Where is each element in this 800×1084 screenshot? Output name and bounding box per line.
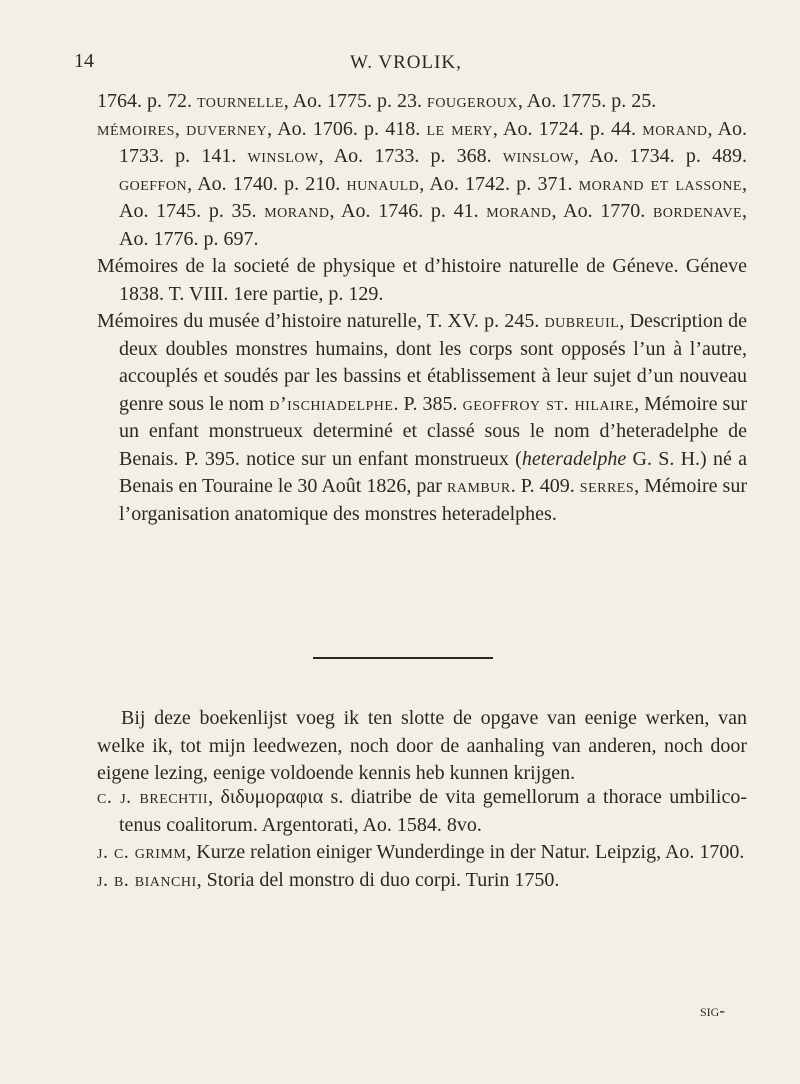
reference-entry [97, 784, 747, 839]
italic-term: heteradelphe [521, 447, 627, 470]
reference-text: 1764. p. 72. [97, 90, 197, 112]
page-number: 14 [74, 50, 94, 72]
reference-text: , Ao. 1742. p. 371. [419, 172, 579, 195]
reference-text: , Ao. 1745. p. 35. [119, 172, 747, 222]
reference-entry [97, 308, 747, 528]
reference-entry [97, 867, 747, 895]
author-name: tournelle [197, 90, 284, 112]
author-name: serres [579, 475, 635, 497]
author-name: fougeroux [427, 90, 518, 112]
reference-text: , Ao. 1740. p. 210. [187, 172, 347, 195]
catchword: sig- [700, 1001, 725, 1020]
reference-entry [97, 253, 747, 308]
reference-text: , Kurze relation einiger Wunderdinge in der Natur. Leipzig, Ao. 1700. [186, 841, 745, 863]
author-name: winslow [247, 145, 319, 167]
reference-text: Mémoires du musée d’histoire naturelle, T. XV. p. 245. [97, 310, 545, 332]
author-name: mémoires [97, 117, 175, 140]
author-name: morand et lassone [578, 172, 742, 195]
reference-text: , διδυμοραφια s. diatribe de vita gemellorum a thorace umbilico-tenus coalitorum. Argentorati, Ao. 1584. 8vo. [119, 786, 748, 836]
reference-text: , Ao. 1734. p. 489. [574, 145, 748, 167]
reference-text: . P. 409. [510, 475, 580, 497]
reference-text: . P. 385. [393, 392, 463, 415]
author-name: goeffon [119, 172, 188, 195]
author-name: j. c. grimm [97, 841, 187, 863]
reference-text: , Mémoire sur un enfant monstrueux determiné et classé sous le nom d’heteradelphe de Benais. P. 395. notice sur un enfant monstrueux ( [119, 392, 747, 470]
reference-text: G. S. H.) né a Benais en Touraine le 30 Août 1826, par [119, 447, 747, 497]
reference-text: , Ao. 1733. p. 368. [318, 145, 503, 167]
author-name: bordenave [652, 200, 742, 222]
reference-text: , Ao. 1746. p. 41. [329, 200, 487, 222]
intro-paragraph: Bij deze boekenlijst voeg ik ten slotte de opgave van eenige werken, van welke ik, tot mijn leedwezen, noch door de aanhaling van anderen, noch door eigene lezing, eenige voldoende kennis heb kunnen krijgen. [97, 707, 747, 784]
reference-text: , Ao. 1706. p. 418. [267, 117, 427, 140]
author-name: le mery [426, 117, 493, 140]
reference-list-bottom [97, 784, 747, 894]
author-name: geoffroy st. hilaire [462, 392, 635, 415]
reference-entry [97, 116, 747, 254]
reference-text: , Ao. 1776. p. 697. [119, 200, 747, 250]
author-name: morand [486, 200, 552, 222]
reference-entry [97, 839, 747, 867]
reference-text: , Ao. 1733. p. 141. [119, 117, 748, 167]
reference-list-top [97, 88, 747, 528]
author-name: winslow [502, 145, 574, 167]
author-name: rambur [447, 475, 511, 497]
reference-text: , Ao. 1770. [551, 200, 653, 222]
author-name: d’ischiadelphe [269, 392, 394, 415]
author-name: morand [264, 200, 330, 222]
author-name: c. j. brechtii [97, 786, 209, 808]
reference-text: , Storia del monstro di duo corpi. Turin 1750. [196, 868, 560, 891]
reference-text: , Ao. 1775. p. 23. [283, 90, 428, 112]
section-divider [313, 657, 493, 659]
reference-text: , Ao. 1775. p. 25. [517, 90, 657, 112]
reference-text: , [174, 117, 187, 140]
author-name: j. b. bianchi [97, 868, 197, 891]
page-header [0, 50, 800, 80]
author-name: morand [642, 117, 708, 140]
running-head: W. VROLIK, [350, 52, 462, 73]
author-name: hunauld [346, 172, 420, 195]
reference-text: Mémoires de la societé de physique et d’histoire naturelle de Géneve. Géneve 1838. T. VIII. 1ere partie, p. 129. [97, 255, 747, 305]
reference-text: , Ao. 1724. p. 44. [492, 117, 643, 140]
author-name: duverney [186, 117, 268, 140]
author-name: dubreuil [544, 310, 620, 332]
reference-entry [97, 88, 747, 116]
reference-text: , Mémoire sur l’organisation anatomique des monstres heteradelphes. [119, 475, 747, 525]
reference-text: , Description de deux doubles monstres humains, dont les corps sont opposés l’un à l’autre, accouplés et soudés par les bassins et établissement à leur sujet d’un nouveau genre sous le nom [119, 310, 747, 415]
